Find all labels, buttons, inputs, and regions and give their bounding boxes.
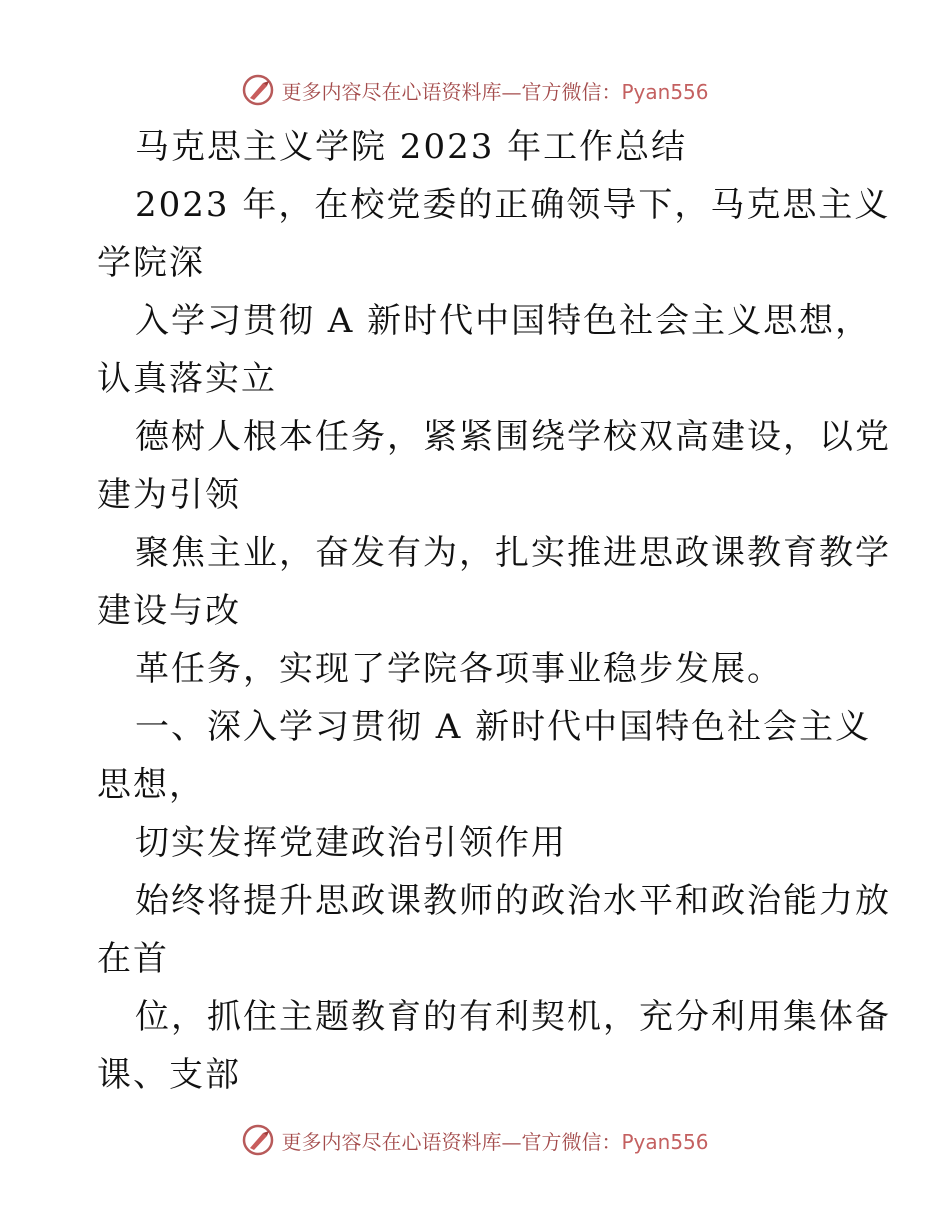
banner-contact-id: Pyan556 — [621, 1129, 709, 1154]
section-heading-line: 思想， — [97, 765, 205, 805]
section-heading-line: 切实发挥党建政治引领作用 — [135, 823, 567, 863]
paragraph-line: 2023 年，在校党委的正确领导下，马克思主义 — [135, 185, 891, 225]
section-heading-line: 一、深入学习贯彻 A 新时代中国特色社会主义 — [135, 707, 872, 747]
paragraph-line: 入学习贯彻 A 新时代中国特色社会主义思想， — [135, 301, 872, 341]
paragraph-line: 革任务，实现了学院各项事业稳步发展。 — [135, 649, 783, 689]
paragraph-line: 认真落实立 — [97, 359, 277, 399]
banner-main-text: 更多内容尽在心语资料库 — [281, 79, 502, 104]
banner-text — [281, 1126, 708, 1155]
paragraph-line: 始终将提升思政课教师的政治水平和政治能力放 — [135, 881, 891, 921]
paragraph-line: 课、支部 — [97, 1055, 241, 1095]
header-banner — [0, 68, 950, 112]
banner-separator: — — [501, 79, 522, 104]
paragraph-line: 德树人根本任务，紧紧围绕学校双高建设，以党 — [135, 417, 891, 457]
pen-logo-icon — [241, 73, 275, 107]
banner-contact-label: 官方微信： — [521, 1129, 622, 1154]
footer-banner — [0, 1118, 950, 1162]
banner-separator: — — [501, 1129, 522, 1154]
pen-logo-icon — [241, 1123, 275, 1157]
document-title: 马克思主义学院 2023 年工作总结 — [135, 127, 688, 167]
paragraph-line: 在首 — [97, 939, 169, 979]
paragraph-line: 位，抓住主题教育的有利契机，充分利用集体备 — [135, 997, 891, 1037]
banner-text — [281, 76, 708, 105]
banner-main-text: 更多内容尽在心语资料库 — [281, 1129, 502, 1154]
paragraph-line: 学院深 — [97, 243, 205, 283]
banner-contact-label: 官方微信： — [521, 79, 622, 104]
paragraph-line: 建设与改 — [97, 591, 241, 631]
paragraph-line: 聚焦主业，奋发有为，扎实推进思政课教育教学 — [135, 533, 891, 573]
banner-contact-id: Pyan556 — [621, 79, 709, 104]
paragraph-line: 建为引领 — [97, 475, 241, 515]
